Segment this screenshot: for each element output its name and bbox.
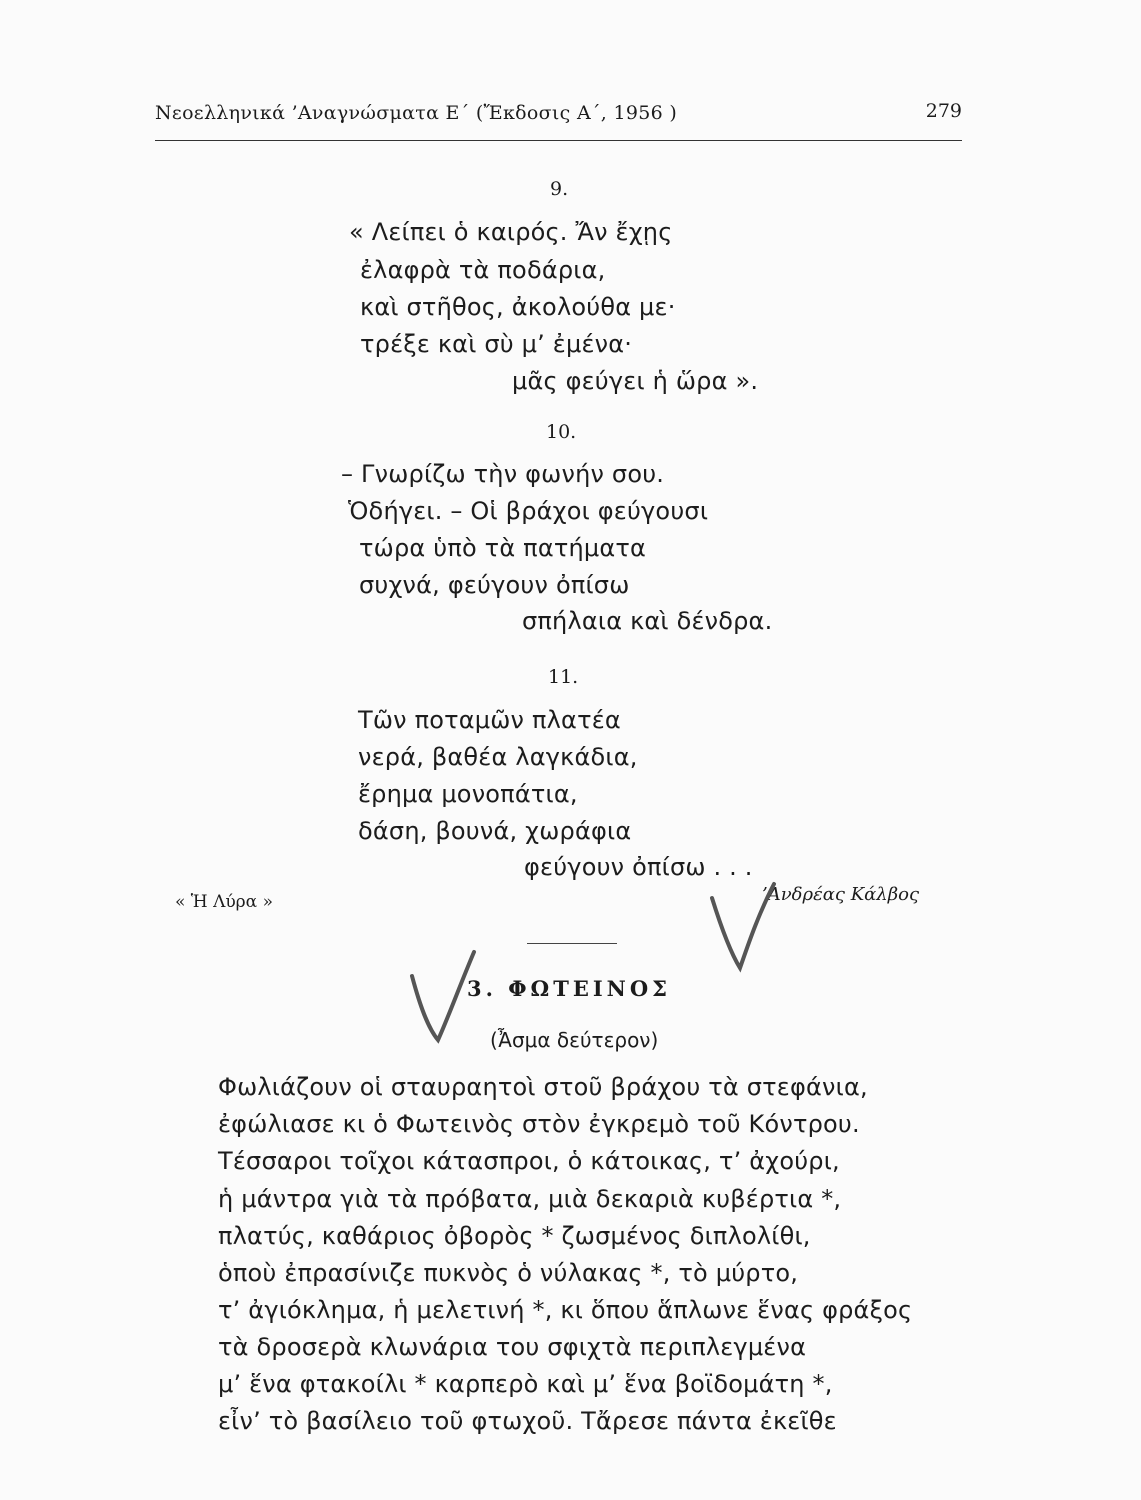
running-title: Νεοελληνικά ’Αναγνώσματα Ε΄ (Ἔκδοσις Α΄, 1956 ) [155,102,678,124]
poem-line: « Λείπει ὁ καιρός. Ἄν ἔχῃς [349,218,673,246]
poem-line: ἔρημα μονοπάτια, [358,780,578,808]
poem-line: τρέξε καὶ σὺ μ’ ἐμένα· [360,330,633,358]
poem-line: ἐλαφρὰ τὰ ποδάρια, [360,256,606,284]
poem-line: δάση, βουνά, χωράφια [358,817,632,845]
poem-line: ἐφώλιασε κι ὁ Φωτεινὸς στὸν ἐγκρεμὸ τοῦ Κόντρου. [218,1110,860,1138]
poem-line: μ’ ἕνα φτακοίλι * καρπερὸ καὶ μ’ ἕνα βοϊδομάτη *, [218,1370,833,1398]
page-header [155,100,962,141]
poem-source: « Ἡ Λύρα » [175,892,273,912]
poem-line: φεύγουν ὀπίσω . . . [524,853,753,881]
stanza-number: 10. [546,421,577,443]
poem-line: τώρα ὑπὸ τὰ πατήματα [359,534,647,562]
section-heading: 3. ΦΩΤΕΙΝΟΣ [467,976,672,1001]
poem-line: Τέσσαροι τοῖχοι κάτασπροι, ὁ κάτοικας, τ’ ἀχούρι, [218,1147,840,1175]
poem-line: τὰ δροσερὰ κλωνάρια του σφιχτὰ περιπλεγμένα [218,1333,807,1361]
poem-line: σπήλαια καὶ δένδρα. [522,607,773,635]
poem-line: μᾶς φεύγει ἡ ὥρα ». [512,367,759,395]
poem-line: ὁποὺ ἐπρασίνιζε πυκνὸς ὁ νύλακας *, τὸ μύρτο, [218,1259,799,1287]
section-subheading: (Ἆσμα δεύτερον) [490,1028,659,1052]
poem-author: ’Ανδρέας Κάλβος [762,884,920,905]
page-number: 279 [925,100,962,122]
section-divider [527,943,617,944]
poem-line: τ’ ἀγιόκλημα, ἡ μελετινή *, κι ὅπου ἅπλωνε ἕνας φράξος [218,1296,913,1324]
poem-line: καὶ στῆθος, ἀκολούθα με· [360,293,676,321]
poem-line: νερά, βαθέα λαγκάδια, [358,743,638,771]
stanza-number: 11. [548,666,579,688]
poem-line: Ὁδήγει. – Οἱ βράχοι φεύγουσι [348,497,709,525]
poem-line: εἶν’ τὸ βασίλειο τοῦ φτωχοῦ. Τἄρεσε πάντα ἐκεῖθε [218,1407,837,1435]
poem-line: πλατύς, καθάριος ὀβορὸς * ζωσμένος διπλολίθι, [218,1222,811,1250]
poem-line: ἡ μάντρα γιὰ τὰ πρόβατα, μιὰ δεκαριὰ κυβέρτια *, [218,1185,842,1213]
poem-line: συχνά, φεύγουν ὀπίσω [359,571,630,599]
stanza-number: 9. [550,178,569,200]
poem-line: Τῶν ποταμῶν πλατέα [358,706,621,734]
poem-line: Φωλιάζουν οἱ σταυραητοὶ στοῦ βράχου τὰ στεφάνια, [218,1073,868,1101]
poem-line: – Γνωρίζω τὴν φωνήν σου. [341,460,665,488]
